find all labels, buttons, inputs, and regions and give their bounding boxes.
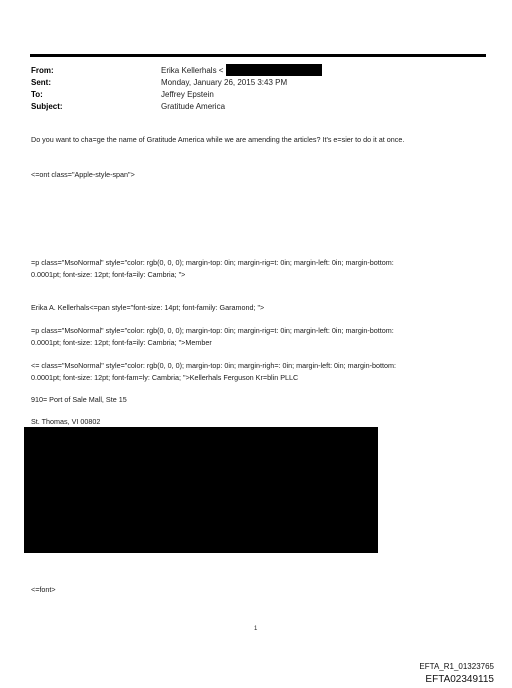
page-number: 1	[254, 626, 258, 632]
body-line-5b: 0.0001pt; font-size: 12pt; font-fa=ily: Cambria; ">Member	[31, 338, 212, 347]
body-line-1: Do you want to cha=ge the name of Gratitude America while we are amending the articles? It's e=sier to do it at once.	[31, 135, 405, 144]
body-line-2: <=ont class="Apple-style-span">	[31, 170, 135, 179]
from-label: From:	[31, 66, 54, 75]
sent-label: Sent:	[31, 78, 51, 87]
to-label: To:	[31, 90, 43, 99]
redaction-block	[24, 427, 378, 553]
body-line-6b: 0.0001pt; font-size: 12pt; font-fam=ly: Cambria; ">Kellerhals Ferguson Kr=blin PLLC	[31, 373, 299, 382]
body-line-7: 910= Port of Sale Mall, Ste 15	[31, 395, 127, 404]
bates-number-2: EFTA02349115	[425, 674, 494, 685]
body-line-4: Erika A. Kellerhals<=pan style="font-size: 14pt; font-family: Garamond; ">	[31, 303, 265, 312]
body-line-3a: =p class="MsoNormal" style="color: rgb(0, 0, 0); margin-top: 0in; margin-rig=t: 0in; margin-left: 0in; margin-bottom:	[31, 258, 394, 267]
header-rule	[30, 54, 486, 57]
sent-value: Monday, January 26, 2015 3:43 PM	[161, 78, 288, 87]
bates-number-1: EFTA_R1_01323765	[419, 662, 494, 671]
from-value: Erika Kellerhals <	[161, 66, 224, 75]
body-line-8: St. Thomas, VI 00802	[31, 417, 101, 426]
body-line-9: <=font>	[31, 585, 56, 594]
body-line-5a: =p class="MsoNormal" style="color: rgb(0, 0, 0); margin-top: 0in; margin-rig=t: 0in; margin-left: 0in; margin-bottom:	[31, 326, 394, 335]
body-line-3b: 0.0001pt; font-size: 12pt; font-fa=ily: Cambria; ">	[31, 270, 186, 279]
body-line-6a: <= class="MsoNormal" style="color: rgb(0, 0, 0); margin-top: 0in; margin-righ=: 0in; margin-left: 0in; margin-bottom:	[31, 361, 396, 370]
from-redaction	[226, 64, 322, 76]
subject-label: Subject:	[31, 102, 63, 111]
to-value: Jeffrey Epstein	[161, 90, 214, 99]
subject-value: Gratitude America	[161, 102, 226, 111]
